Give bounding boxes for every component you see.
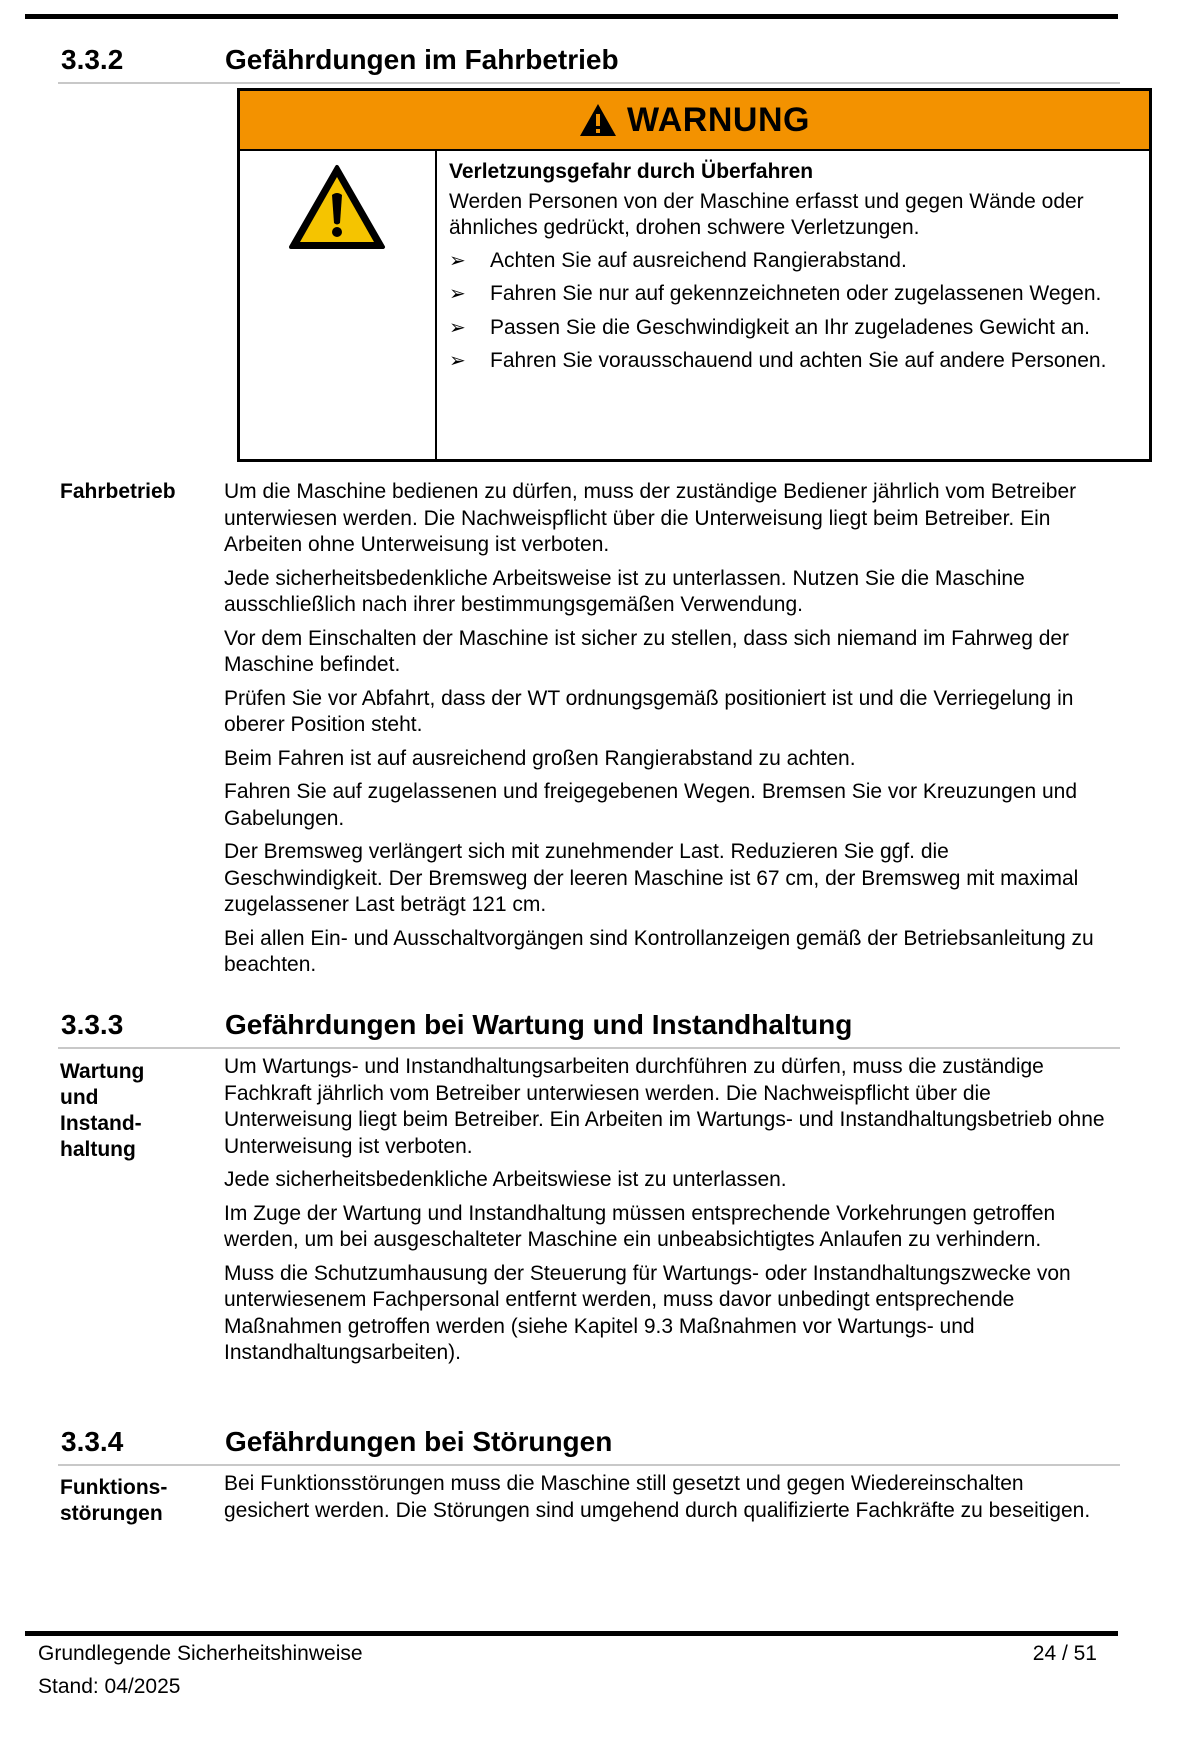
section-number: 3.3.3 <box>61 1009 124 1040</box>
warning-subtitle: Verletzungsgefahr durch Überfahren <box>449 160 814 183</box>
paragraph: Bei allen Ein- und Ausschaltvorgängen sind Kontrollanzeigen gemäß der Betriebsanleitung zu beachten. <box>224 926 1094 976</box>
paragraph: Um Wartungs- und Instandhaltungsarbeiten durchführen zu dürfen, muss die zuständige Fachkraft jährlich vom Betreiber unterwiesen werden. Die Nachweispflicht über die Unterweisung liegt beim Betreiber. Ein Arbeiten im Wartungs- und Instandhaltungsbetrieb ohne Unterweisung ist verboten. <box>224 1055 1105 1158</box>
margin-label-wartung <box>60 1059 144 1163</box>
arrow-bullet-icon: ➢ <box>449 283 466 305</box>
label-line: störungen <box>60 1502 163 1525</box>
paragraph: Um die Maschine bedienen zu dürfen, muss der zuständige Bediener jährlich vom Betreiber unterwiesen werden. Die Nachweispflicht über die Unterweisung liegt beim Betreiber. Ein Arbeiten ohne Unterweisung ist verboten. <box>224 480 1077 556</box>
list-item <box>449 248 1137 275</box>
top-rule <box>25 14 1118 19</box>
paragraph: Jede sicherheitsbedenkliche Arbeitswiese ist zu unterlassen. <box>224 1168 787 1191</box>
paragraph: Jede sicherheitsbedenkliche Arbeitsweise ist zu unterlassen. Nutzen Sie die Maschine ausschließlich nach ihrer bestimmungsgemäßen Verwendung. <box>224 566 1025 616</box>
warning-intro: Werden Personen von der Maschine erfasst und gegen Wände oder ähnliches gedrückt, drohen schwere Verletzungen. <box>449 189 1084 239</box>
list-item <box>449 348 1137 375</box>
section-body-3-3-2 <box>224 479 1109 986</box>
footer-title: Grundlegende Sicherheitshinweise <box>38 1642 363 1665</box>
paragraph: Der Bremsweg verlängert sich mit zunehmender Last. Reduzieren Sie ggf. die Geschwindigkeit. Der Bremsweg der leeren Maschine ist 67 cm, der Bremsweg mit maximal zugelassener Last beträgt 121 cm. <box>224 840 1079 916</box>
label-line: Funktions- <box>60 1476 168 1499</box>
paragraph: Bei Funktionsstörungen muss die Maschine still gesetzt und gegen Wiedereinschalten gesichert werden. Die Störungen sind umgehend durch qualifizierte Fachkräfte zu beseitigen. <box>224 1472 1091 1522</box>
section-title: Gefährdungen bei Wartung und Instandhaltung <box>225 1009 853 1040</box>
paragraph: Beim Fahren ist auf ausreichend großen Rangierabstand zu achten. <box>224 746 856 770</box>
section-number: 3.3.2 <box>61 44 124 75</box>
section-body-3-3-3 <box>224 1054 1109 1374</box>
section-number: 3.3.4 <box>61 1426 124 1457</box>
section-heading-3-3-2 <box>58 42 1120 84</box>
paragraph: Fahren Sie auf zugelassenen und freigegebenen Wegen. Bremsen Sie vor Kreuzungen und Gabelungen. <box>224 780 1078 830</box>
warning-text-cell <box>437 151 1149 459</box>
section-heading-3-3-4 <box>58 1424 1120 1466</box>
label-line: Instand- <box>60 1112 142 1135</box>
section-heading-3-3-3 <box>58 1007 1120 1049</box>
warning-small-icon <box>579 103 617 137</box>
arrow-bullet-icon: ➢ <box>449 350 466 372</box>
section-body-3-3-4 <box>224 1471 1109 1531</box>
list-item-text: Fahren Sie vorausschauend und achten Sie auf andere Personen. <box>490 349 1107 372</box>
warning-box <box>237 88 1152 462</box>
warning-body <box>240 151 1149 459</box>
margin-label-funktionsstoerungen <box>60 1475 167 1527</box>
warning-header <box>240 91 1149 151</box>
arrow-bullet-icon: ➢ <box>449 249 466 272</box>
bottom-rule <box>25 1631 1118 1636</box>
list-item-text: Achten Sie auf ausreichend Rangierabstand. <box>490 248 907 272</box>
paragraph: Vor dem Einschalten der Maschine ist sicher zu stellen, dass sich niemand im Fahrweg der Maschine befindet. <box>224 626 1070 676</box>
warning-list <box>449 248 1137 375</box>
label-line: und <box>60 1086 99 1109</box>
list-item <box>449 315 1137 342</box>
footer-stand: Stand: 04/2025 <box>38 1675 181 1698</box>
warning-icon-cell <box>240 151 437 459</box>
label-line: Wartung <box>60 1060 145 1083</box>
label-line: haltung <box>60 1138 136 1161</box>
warning-header-text: WARNUNG <box>627 100 810 139</box>
margin-label-fahrbetrieb: Fahrbetrieb <box>60 480 176 503</box>
footer-page-number: 24 / 51 <box>1032 1642 1097 1665</box>
list-item-text: Passen Sie die Geschwindigkeit an Ihr zugeladenes Gewicht an. <box>490 315 1091 339</box>
paragraph: Muss die Schutzumhausung der Steuerung für Wartungs- oder Instandhaltungszwecke von unterwiesenem Fachpersonal entfernt werden, muss davor unbedingt entsprechende Maßnahmen getroffen werden (siehe Kapitel 9.3 Maßnahmen vor Wartungs- und Instandhaltungsarbeiten). <box>224 1261 1071 1364</box>
list-item-text: Fahren Sie nur auf gekennzeichneten oder zugelassenen Wegen. <box>490 282 1102 305</box>
section-title: Gefährdungen bei Störungen <box>225 1426 613 1457</box>
warning-triangle-icon <box>288 163 386 251</box>
arrow-bullet-icon: ➢ <box>449 316 466 339</box>
list-item <box>449 281 1137 308</box>
paragraph: Im Zuge der Wartung und Instandhaltung müssen entsprechende Vorkehrungen getroffen werden, um bei ausgeschalteter Maschine ein unbeabsichtigtes Anlaufen zu verhindern. <box>224 1201 1056 1251</box>
paragraph: Prüfen Sie vor Abfahrt, dass der WT ordnungsgemäß positioniert ist und die Verriegelung in oberer Position steht. <box>224 686 1074 736</box>
section-title: Gefährdungen im Fahrbetrieb <box>225 44 619 75</box>
